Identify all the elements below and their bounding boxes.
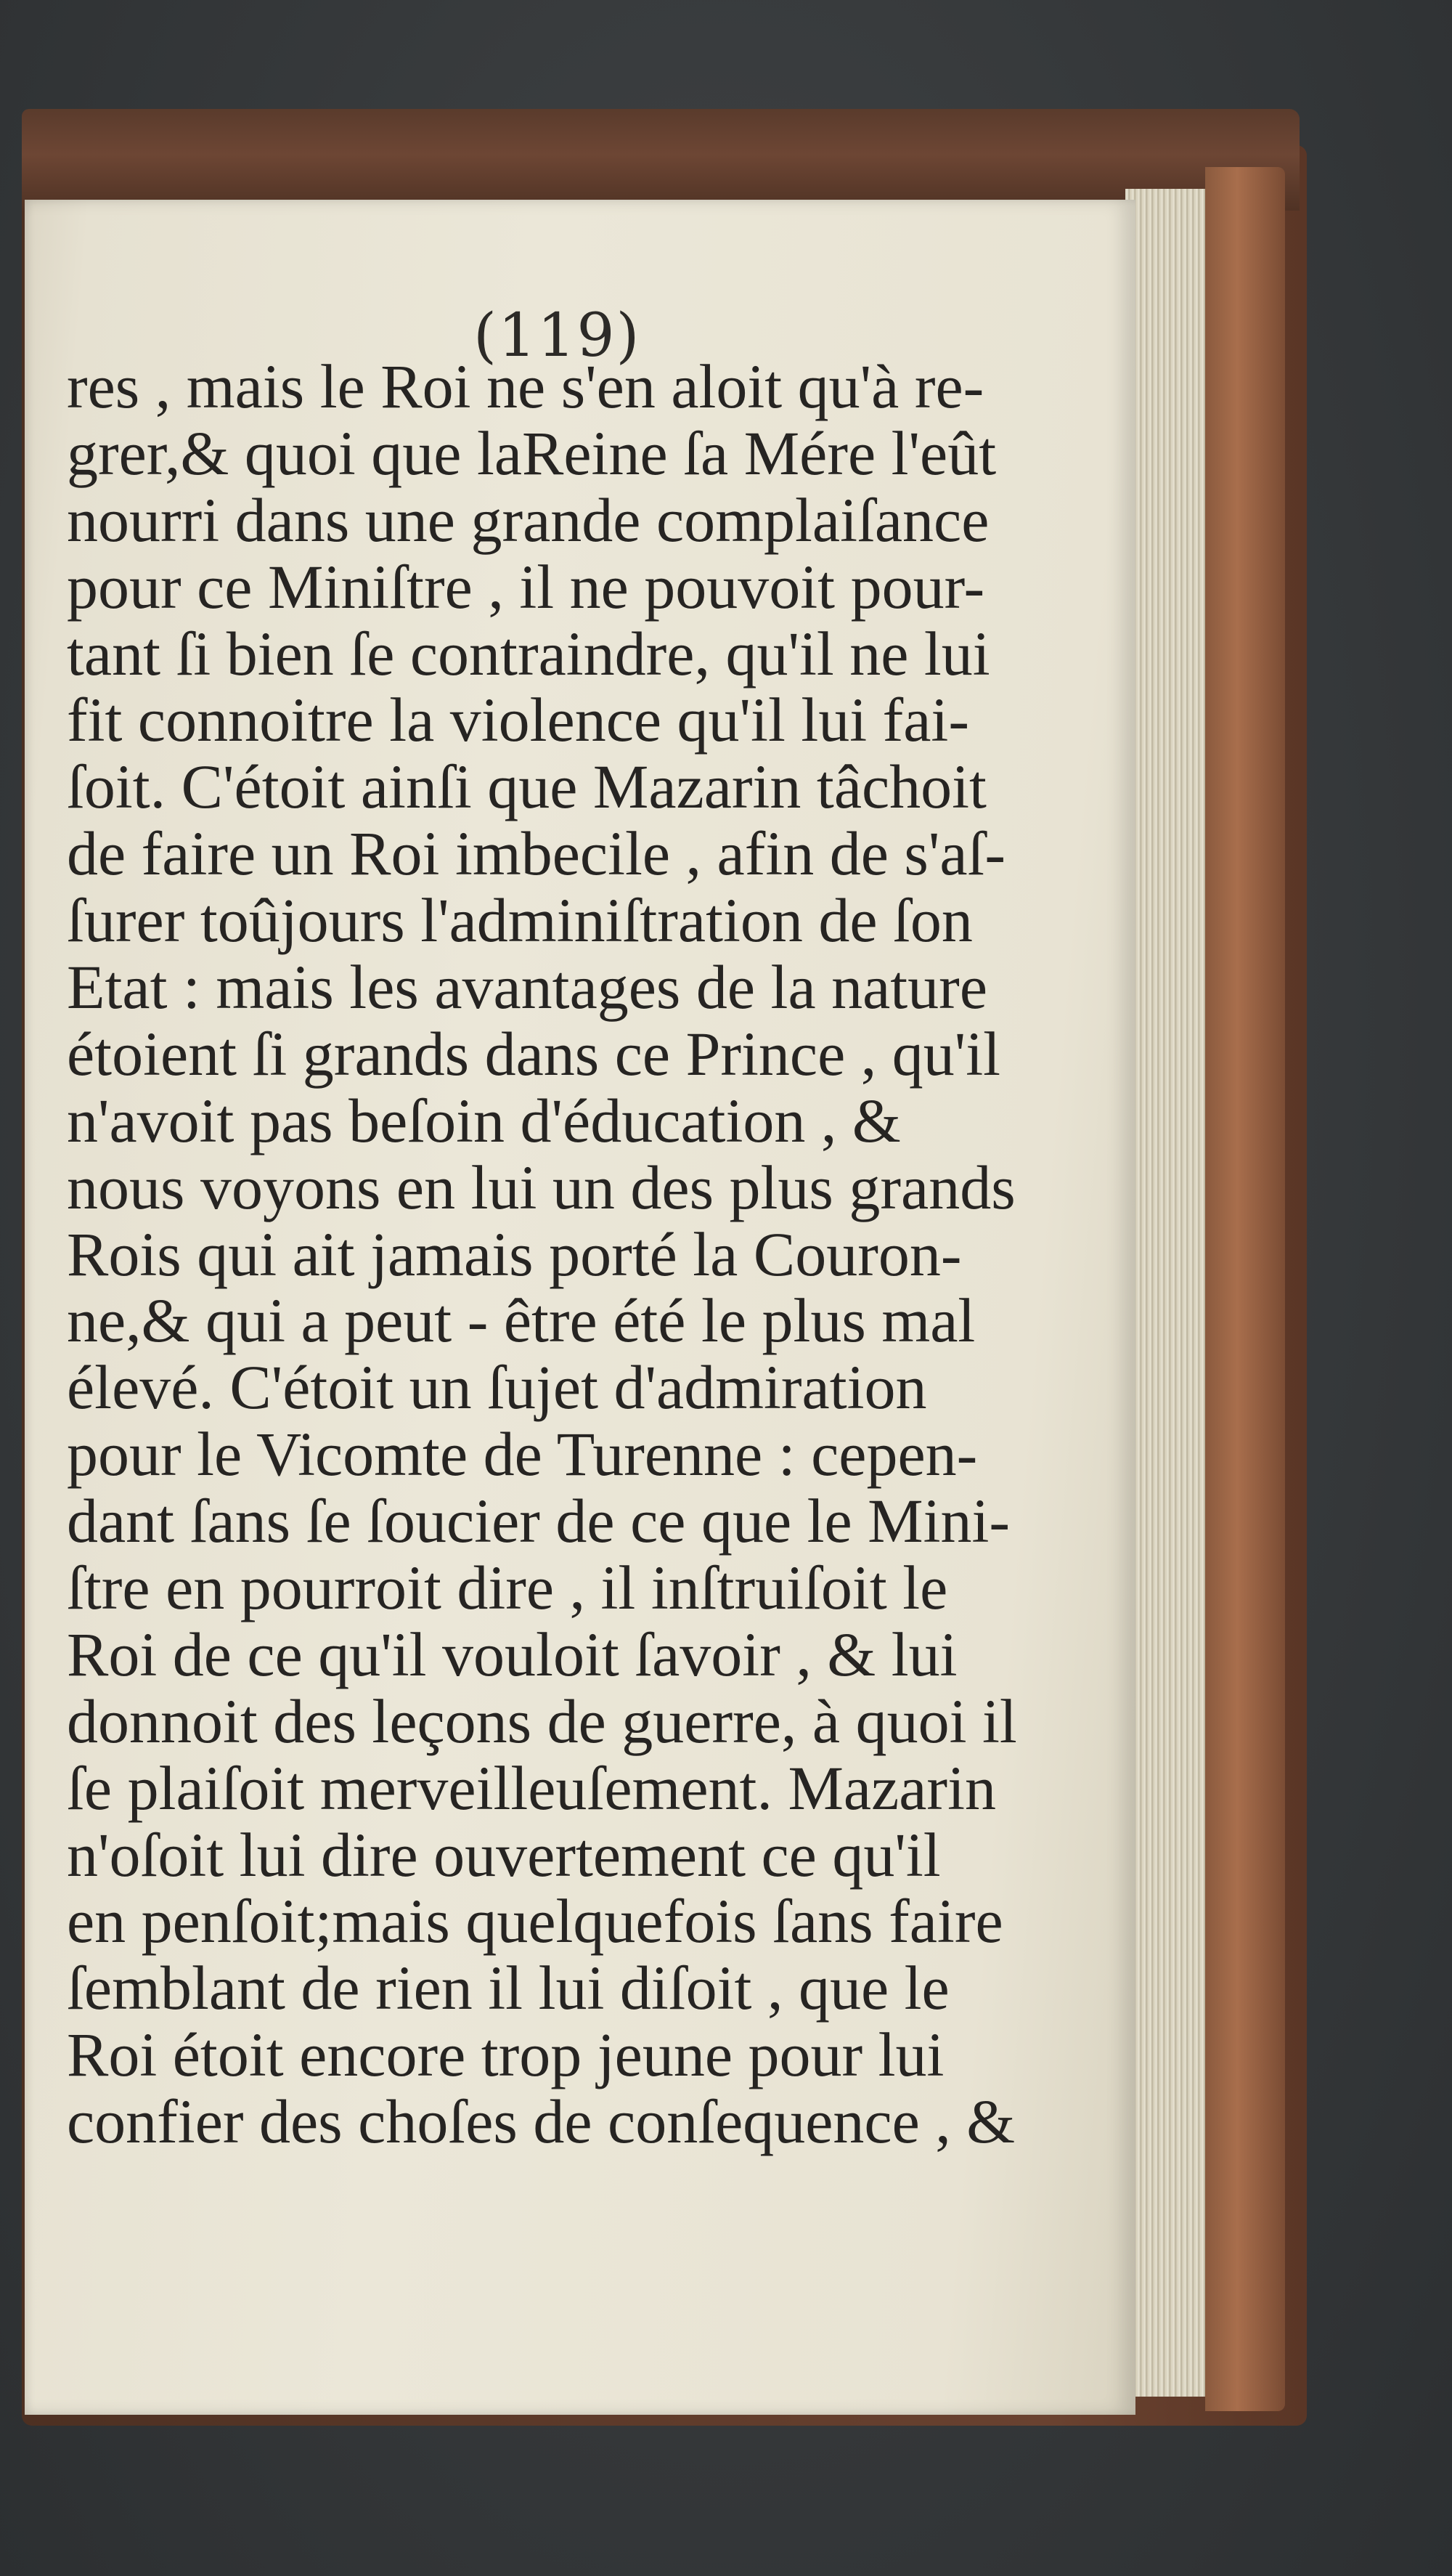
text-line: res , mais le Roi ne s'en aloit qu'à re- <box>67 352 984 421</box>
text-line: Roi de ce qu'il vouloit ſavoir , & lui <box>67 1619 958 1689</box>
page-number: (119) <box>473 301 641 370</box>
text-line: pour ce Miniſtre , il ne pouvoit pour- <box>67 551 985 622</box>
text-line: dant ſans ſe ſoucier de ce que le Mini- <box>67 1486 1011 1556</box>
text-line: ſtre en pourroit dire , il inſtruiſoit le <box>67 1553 948 1623</box>
book-top-board <box>22 109 1300 211</box>
book-cover-edge <box>1205 167 1285 2411</box>
text-line: ne,& qui a peut - être été le plus mal <box>67 1285 976 1356</box>
text-line: grer,& quoi que laReine ſa Mére l'eût <box>67 418 997 488</box>
text-line: fit connoitre la violence qu'il lui fai- <box>67 685 969 755</box>
page-text <box>67 354 1040 2156</box>
text-line: pour le Vicomte de Turenne : cepen- <box>67 1419 978 1490</box>
book-page <box>25 200 1135 2415</box>
text-line: ſoit. C'étoit ainſi que Mazarin tâchoit <box>67 752 987 822</box>
text-line: tant ſi bien ſe contraindre, qu'il ne lui <box>67 618 990 688</box>
text-line: de faire un Roi imbecile , afin de s'aſ- <box>67 818 1006 889</box>
show-through-bleed <box>83 2349 94 2400</box>
text-line: nous voyons en lui un des plus grands <box>67 1152 1016 1222</box>
text-line: confier des choſes de conſequence , & <box>67 2087 1016 2157</box>
text-line: n'oſoit lui dire ouvertement ce qu'il <box>67 1819 941 1890</box>
text-line: nourri dans une grande complaiſance <box>67 484 990 555</box>
text-line: étoient ſi grands dans ce Prince , qu'il <box>67 1018 1001 1089</box>
page-block-edges <box>1125 189 1205 2397</box>
text-line: élevé. C'étoit un ſujet d'admiration <box>67 1352 927 1423</box>
text-line: donnoit des leçons de guerre, à quoi il <box>67 1686 1017 1756</box>
text-line: ſemblant de rien il lui diſoit , que le <box>67 1953 950 2023</box>
text-line: Etat : mais les avantages de la nature <box>67 952 987 1023</box>
text-line: ſurer toûjours l'adminiſtration de ſon <box>67 885 973 956</box>
text-line: ſe plaiſoit merveilleuſement. Mazarin <box>67 1752 996 1823</box>
text-line: en penſoit;mais quelquefois ſans faire <box>67 1886 1003 1957</box>
text-line: Roi étoit encore trop jeune pour lui <box>67 2020 945 2090</box>
text-line: n'avoit pas beſoin d'éducation , & <box>67 1085 901 1155</box>
text-line: Rois qui ait jamais porté la Couron- <box>67 1219 962 1289</box>
